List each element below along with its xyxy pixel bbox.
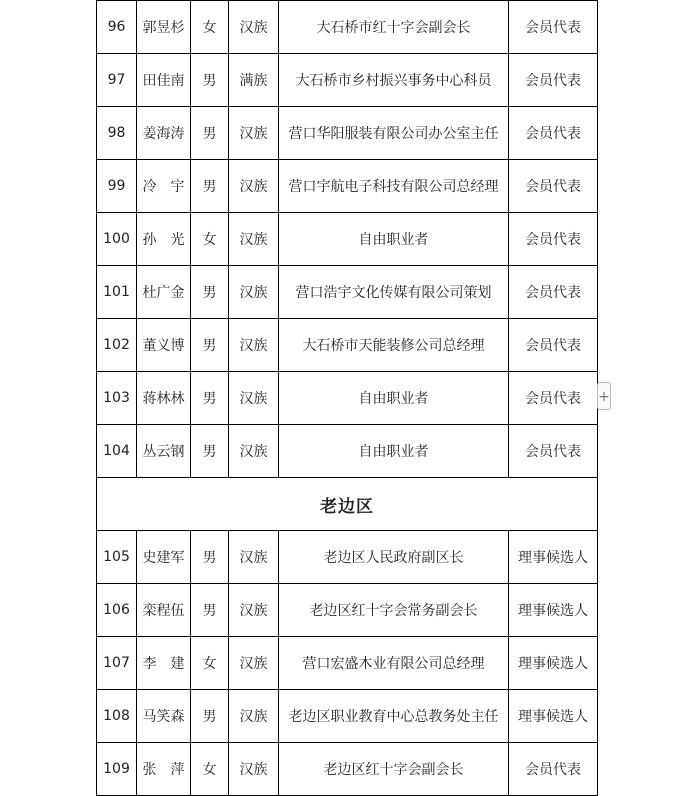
cell-number: 98 xyxy=(97,107,137,160)
table-row xyxy=(97,690,598,743)
cell-number: 102 xyxy=(97,319,137,372)
table-row xyxy=(97,213,598,266)
cell-ethnicity: 汉族 xyxy=(229,107,279,160)
table-row xyxy=(97,107,598,160)
cell-gender: 男 xyxy=(191,160,229,213)
cell-number: 105 xyxy=(97,531,137,584)
cell-number: 99 xyxy=(97,160,137,213)
cell-gender: 男 xyxy=(191,266,229,319)
table-row xyxy=(97,266,598,319)
cell-role: 会员代表 xyxy=(509,1,598,54)
cell-position: 营口浩宇文化传媒有限公司策划 xyxy=(279,266,509,319)
cell-position: 自由职业者 xyxy=(279,425,509,478)
cell-number: 96 xyxy=(97,1,137,54)
cell-name: 杜广金 xyxy=(137,266,191,319)
cell-position: 营口宏盛木业有限公司总经理 xyxy=(279,637,509,690)
cell-ethnicity: 汉族 xyxy=(229,319,279,372)
cell-number: 108 xyxy=(97,690,137,743)
cell-number: 109 xyxy=(97,743,137,796)
cell-position: 老边区人民政府副区长 xyxy=(279,531,509,584)
cell-name: 冷 宇 xyxy=(137,160,191,213)
cell-position: 老边区职业教育中心总教务处主任 xyxy=(279,690,509,743)
cell-name: 马笑森 xyxy=(137,690,191,743)
cell-ethnicity: 汉族 xyxy=(229,160,279,213)
section-title: 老边区 xyxy=(97,478,598,531)
cell-role: 会员代表 xyxy=(509,107,598,160)
cell-ethnicity: 汉族 xyxy=(229,584,279,637)
add-row-handle-icon[interactable]: + xyxy=(597,382,611,410)
cell-number: 103 xyxy=(97,372,137,425)
cell-gender: 男 xyxy=(191,372,229,425)
cell-name: 郭昱杉 xyxy=(137,1,191,54)
cell-role: 会员代表 xyxy=(509,372,598,425)
cell-name: 孙 光 xyxy=(137,213,191,266)
table-row xyxy=(97,425,598,478)
cell-gender: 男 xyxy=(191,425,229,478)
cell-position: 大石桥市乡村振兴事务中心科员 xyxy=(279,54,509,107)
cell-name: 张 萍 xyxy=(137,743,191,796)
cell-ethnicity: 汉族 xyxy=(229,1,279,54)
cell-position: 大石桥市天能装修公司总经理 xyxy=(279,319,509,372)
cell-name: 董义博 xyxy=(137,319,191,372)
cell-name: 田佳南 xyxy=(137,54,191,107)
cell-role: 会员代表 xyxy=(509,160,598,213)
cell-gender: 女 xyxy=(191,637,229,690)
cell-role: 会员代表 xyxy=(509,425,598,478)
cell-role: 理事候选人 xyxy=(509,531,598,584)
cell-ethnicity: 汉族 xyxy=(229,213,279,266)
cell-position: 自由职业者 xyxy=(279,213,509,266)
cell-ethnicity: 汉族 xyxy=(229,637,279,690)
cell-ethnicity: 汉族 xyxy=(229,531,279,584)
cell-position: 大石桥市红十字会副会长 xyxy=(279,1,509,54)
section-header-row xyxy=(97,478,598,531)
cell-gender: 女 xyxy=(191,1,229,54)
cell-position: 老边区红十字会常务副会长 xyxy=(279,584,509,637)
cell-gender: 男 xyxy=(191,584,229,637)
cell-role: 理事候选人 xyxy=(509,690,598,743)
table-row xyxy=(97,319,598,372)
cell-role: 会员代表 xyxy=(509,743,598,796)
cell-number: 100 xyxy=(97,213,137,266)
cell-name: 蒋林林 xyxy=(137,372,191,425)
table-row xyxy=(97,372,598,425)
cell-gender: 男 xyxy=(191,54,229,107)
cell-ethnicity: 汉族 xyxy=(229,266,279,319)
cell-role: 会员代表 xyxy=(509,266,598,319)
cell-ethnicity: 汉族 xyxy=(229,372,279,425)
cell-ethnicity: 汉族 xyxy=(229,743,279,796)
cell-number: 107 xyxy=(97,637,137,690)
cell-role: 理事候选人 xyxy=(509,584,598,637)
cell-role: 会员代表 xyxy=(509,213,598,266)
table-row xyxy=(97,743,598,796)
cell-position: 营口宇航电子科技有限公司总经理 xyxy=(279,160,509,213)
cell-name: 姜海涛 xyxy=(137,107,191,160)
cell-gender: 男 xyxy=(191,531,229,584)
cell-gender: 男 xyxy=(191,690,229,743)
roster-body xyxy=(97,1,598,796)
table-row xyxy=(97,531,598,584)
cell-gender: 女 xyxy=(191,213,229,266)
table-row xyxy=(97,160,598,213)
cell-role: 会员代表 xyxy=(509,54,598,107)
table-row xyxy=(97,1,598,54)
cell-gender: 女 xyxy=(191,743,229,796)
cell-name: 史建军 xyxy=(137,531,191,584)
cell-position: 营口华阳服装有限公司办公室主任 xyxy=(279,107,509,160)
table-row xyxy=(97,584,598,637)
cell-ethnicity: 汉族 xyxy=(229,690,279,743)
table-row xyxy=(97,54,598,107)
cell-role: 会员代表 xyxy=(509,319,598,372)
cell-gender: 男 xyxy=(191,107,229,160)
cell-number: 101 xyxy=(97,266,137,319)
cell-role: 理事候选人 xyxy=(509,637,598,690)
cell-name: 李 建 xyxy=(137,637,191,690)
cell-name: 丛云钢 xyxy=(137,425,191,478)
cell-ethnicity: 满族 xyxy=(229,54,279,107)
cell-position: 老边区红十字会副会长 xyxy=(279,743,509,796)
cell-number: 104 xyxy=(97,425,137,478)
cell-name: 栾程伍 xyxy=(137,584,191,637)
cell-gender: 男 xyxy=(191,319,229,372)
cell-number: 97 xyxy=(97,54,137,107)
cell-position: 自由职业者 xyxy=(279,372,509,425)
cell-number: 106 xyxy=(97,584,137,637)
cell-ethnicity: 汉族 xyxy=(229,425,279,478)
roster-table xyxy=(96,0,598,796)
table-row xyxy=(97,637,598,690)
